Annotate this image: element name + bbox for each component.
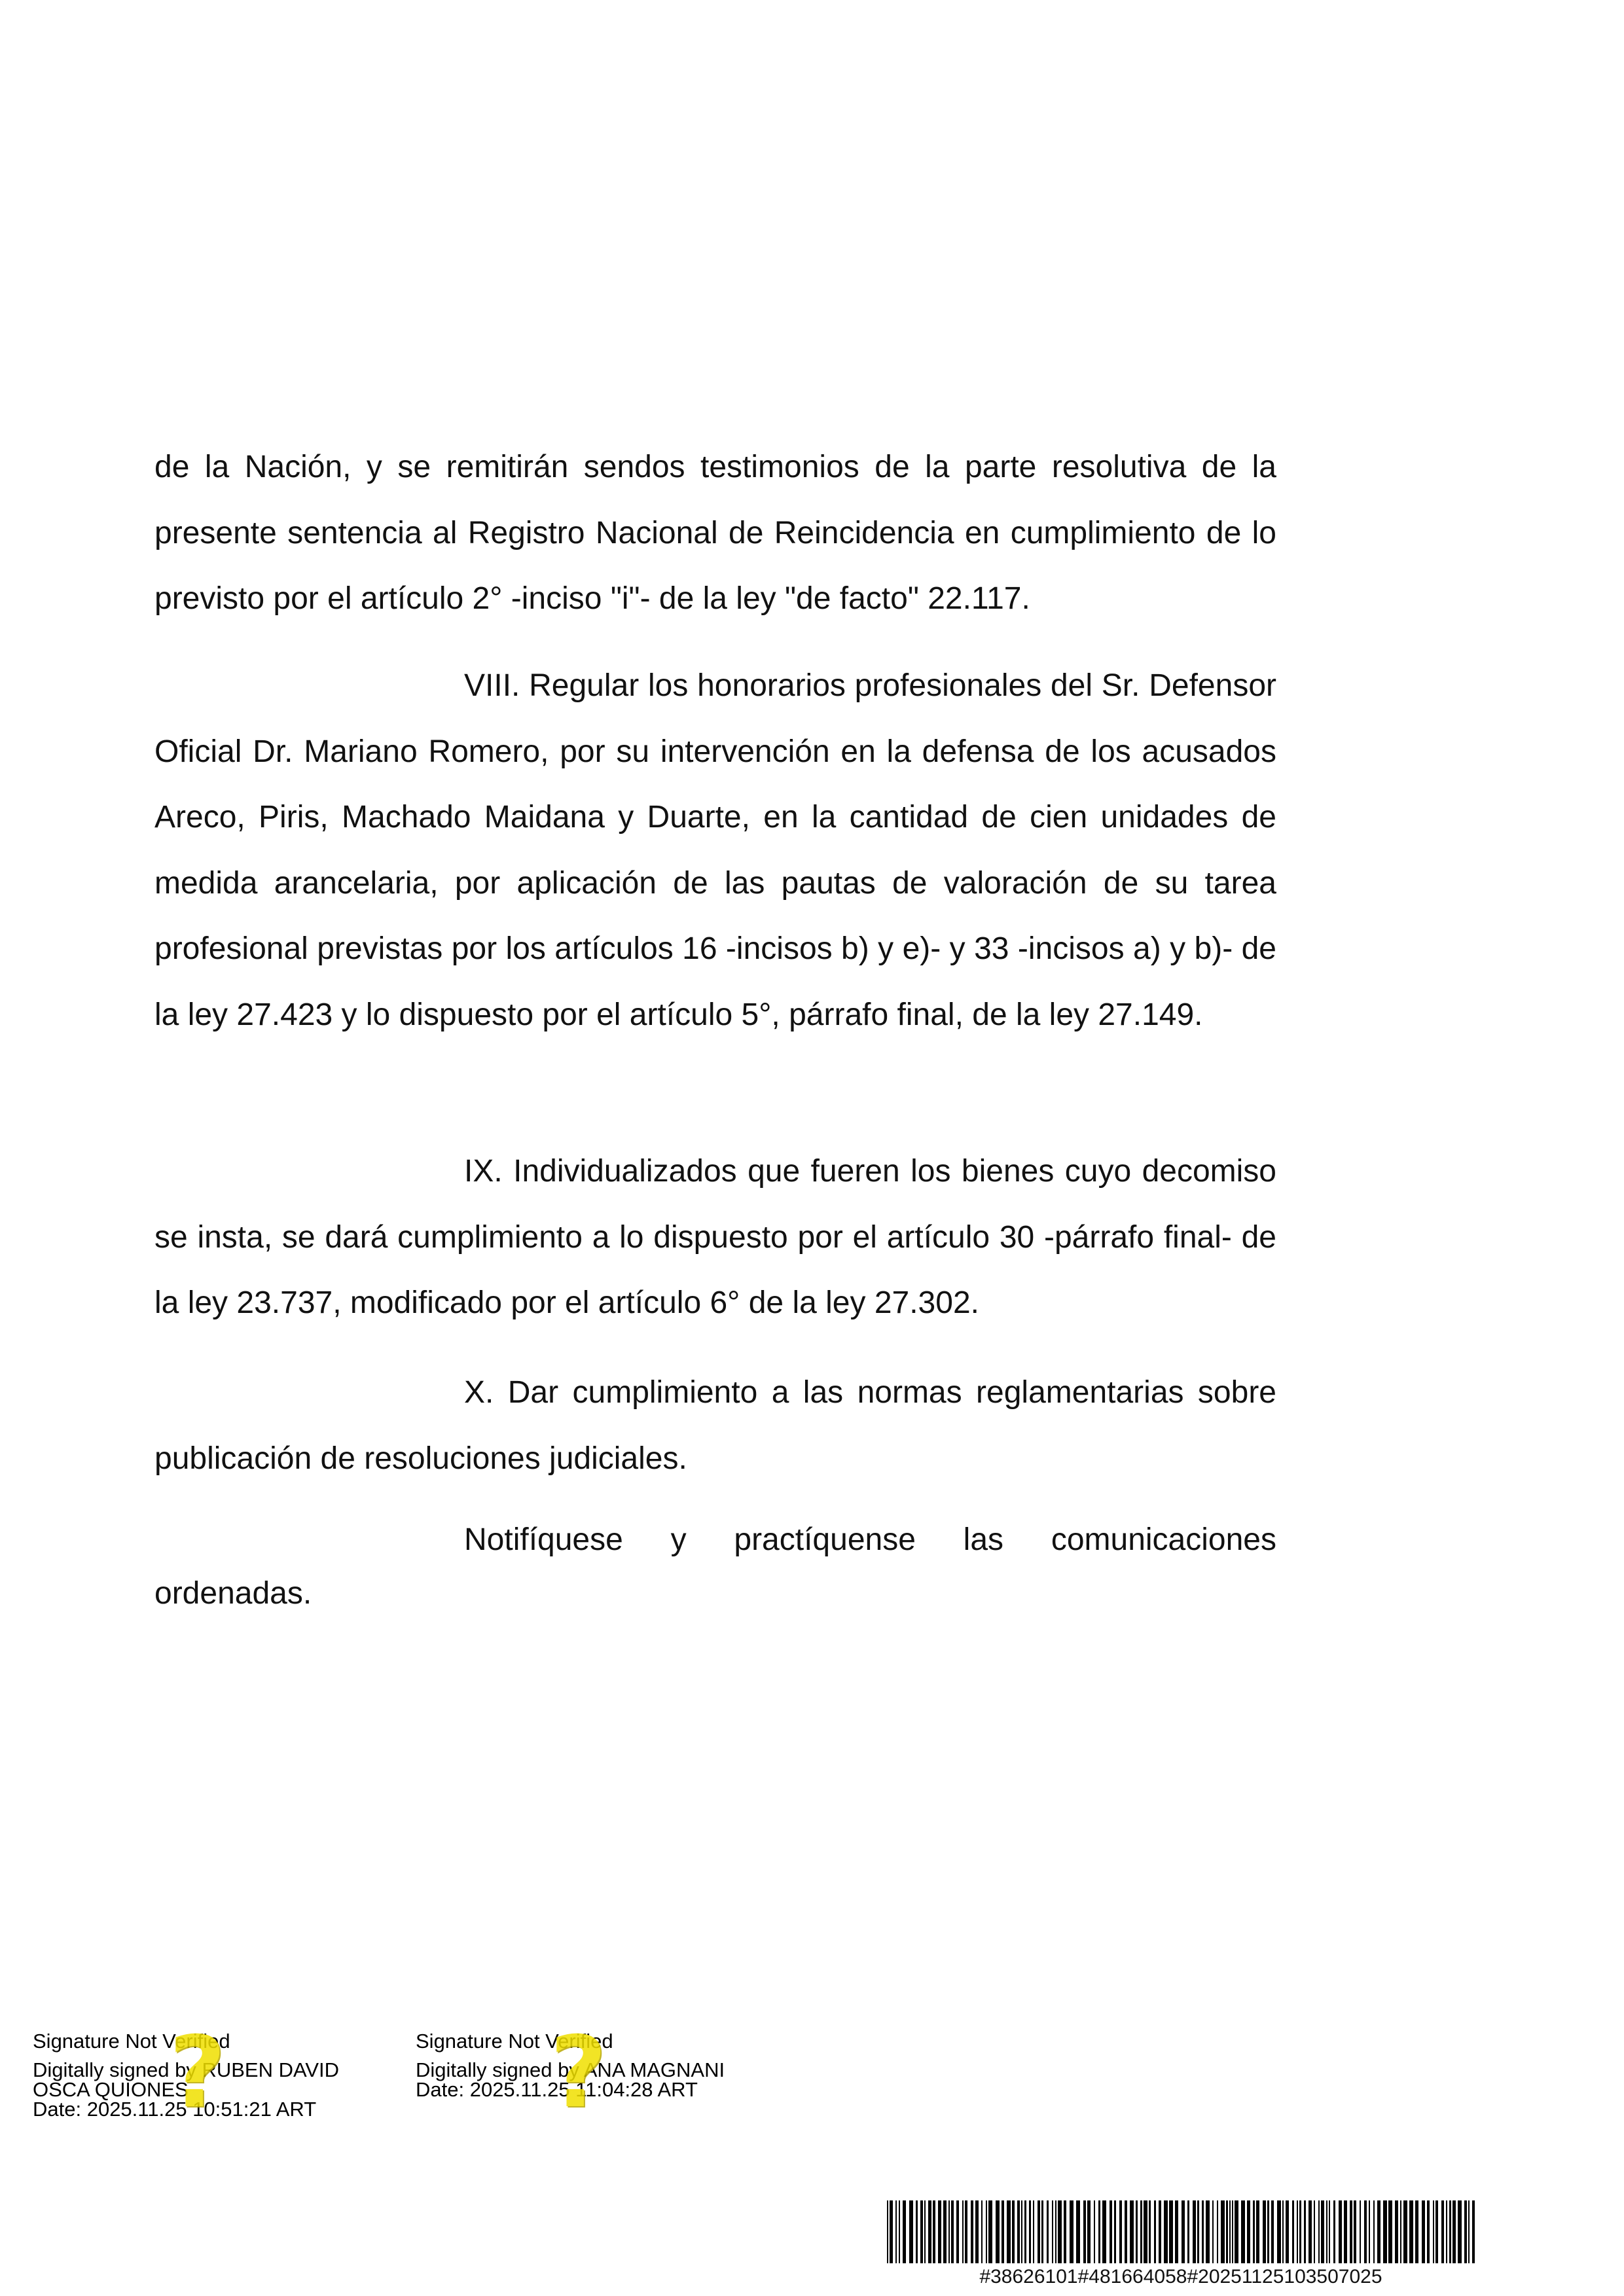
barcode-bar [1409,2200,1413,2263]
barcode-bar [1182,2200,1185,2263]
barcode-bar [1083,2200,1086,2263]
barcode-bar [1256,2200,1259,2263]
barcode-bar [1149,2200,1151,2263]
barcode-bar [971,2200,973,2263]
paragraph-continuation: de la Nación, y se remitirán sendos testimonios de la parte resolutiva de la presente sentencia al Registro Nacional de Reincidencia en cumplimiento de lo previsto por el artículo 2° -inciso "i"- de la ley "de facto" 22.117. [154,450,1276,616]
barcode-bar [1441,2200,1444,2263]
barcode-bar [1400,2200,1401,2263]
barcode-bar [1446,2200,1447,2263]
signature-signer: Digitally signed by RUBEN DAVID [33,2058,340,2081]
barcode-bar [981,2200,983,2263]
barcode-bar [1226,2200,1228,2263]
barcode-bar [1403,2200,1407,2263]
barcode-bar [887,2200,888,2263]
barcode-bar [1388,2200,1392,2263]
barcode-bar [1354,2200,1356,2263]
barcode-bar [933,2200,935,2263]
barcode-bar [1098,2200,1100,2263]
barcode-bar [1047,2200,1049,2263]
barcode-bar [965,2200,967,2263]
signature-date: Date: 2025.11.25 11:04:28 ART [416,2078,698,2101]
barcode-bar [1033,2200,1034,2263]
barcode-bar [1299,2200,1301,2263]
barcode-bar [1263,2200,1266,2263]
barcode-bar [1360,2200,1361,2263]
barcode-bar [1395,2200,1398,2263]
barcode-bar [1021,2200,1022,2263]
barcode-bar [903,2200,906,2263]
barcode-bar [1318,2200,1320,2263]
signature-status: Signature Not Verified [416,2030,613,2053]
barcode-bar [1449,2200,1451,2263]
barcode-bar [1304,2200,1306,2263]
barcode-bar [1119,2200,1122,2263]
barcode-bar [1087,2200,1091,2263]
barcode-bar [1339,2200,1342,2263]
barcode-bar [1369,2200,1370,2263]
barcode-bar [1472,2200,1475,2263]
barcode-bar [1271,2200,1274,2263]
barcode-bar [1247,2200,1250,2263]
barcode-bar [943,2200,947,2263]
barcode-bar [1221,2200,1225,2263]
barcode-bar [1415,2200,1418,2263]
barcode-bar [1217,2200,1218,2263]
paragraph-ix-confiscation: IX. Individualizados que fueren los bienes cuyo decomiso se insta, se dará cumplimiento a lo dispuesto por el artículo 30 -párrafo final- de la ley 23.737, modificado por el artículo 6° de la ley 27.302. [154,1154,1276,1320]
barcode-bar [988,2200,992,2263]
barcode-bar [1435,2200,1438,2263]
barcode-bar [1052,2200,1053,2263]
barcode-bar [1017,2200,1020,2263]
barcode-bar [1344,2200,1347,2263]
barcode-bar [909,2200,913,2263]
barcode-bar [1193,2200,1196,2263]
barcode-bar [1007,2200,1011,2263]
barcode-image [887,2200,1475,2263]
barcode-bar [1373,2200,1375,2263]
barcode-bar [951,2200,954,2263]
paragraph-viii-fees: VIII. Regular los honorarios profesionales del Sr. Defensor Oficial Dr. Mariano Romero, por su intervención en la defensa de los acusados Areco, Piris, Machado Maidana y Duarte, en la cantidad de cien unidades de medida arancelaria, por aplicación de las pautas de valoración de su tarea profesional previstas por los artículos 16 -incisos b) y e)- y 33 -incisos a) y b)- de la ley 27.423 y lo dispuesto por el artículo 5°, párrafo final, de la ley 27.149. [154,668,1276,1032]
barcode-bar [1029,2200,1031,2263]
barcode-bar [1058,2200,1062,2263]
barcode-text: #38626101#481664058#20251125103507025 [979,2266,1382,2287]
barcode-bar [1055,2200,1056,2263]
barcode-bar [1041,2200,1043,2263]
barcode-bar [1159,2200,1161,2263]
barcode-bar [1422,2200,1425,2263]
barcode-bar [1282,2200,1284,2263]
barcode-bar [895,2200,897,2263]
barcode-bar [1114,2200,1116,2263]
barcode-bar [1140,2200,1142,2263]
barcode-bar [1377,2200,1380,2263]
barcode-bar [1253,2200,1255,2263]
barcode-bar [1383,2200,1387,2263]
barcode-bar [1329,2200,1330,2263]
barcode-bar [1076,2200,1080,2263]
paragraph-notification: Notifíquese y practíquense las comunicaciones ordenadas. [154,1522,1276,1611]
barcode-bar [1267,2200,1269,2263]
barcode-bar [920,2200,923,2263]
barcode-bar [1175,2200,1178,2263]
barcode-bar [1202,2200,1204,2263]
barcode-bar [1333,2200,1335,2263]
barcode-bar [956,2200,959,2263]
barcode-bar [986,2200,987,2263]
barcode-bar [1427,2200,1430,2263]
barcode-bar [962,2200,964,2263]
barcode-bar [948,2200,950,2263]
signature-status: Signature Not Verified [33,2030,230,2053]
barcode-bar [1326,2200,1327,2263]
barcode-bar [1235,2200,1238,2263]
barcode-bar [975,2200,979,2263]
signature-date: Date: 2025.11.25 10:51:21 ART [33,2098,317,2121]
signature-signer-cont: OSCA QUIONES [33,2078,189,2101]
barcode-bar [1070,2200,1074,2263]
barcode-bar [996,2200,1000,2263]
barcode-bar [1286,2200,1289,2263]
barcode-bar [899,2200,900,2263]
barcode-bar [1094,2200,1095,2263]
barcode-bar [1292,2200,1294,2263]
barcode-bar [1314,2200,1315,2263]
barcode-bar [1164,2200,1168,2263]
barcode-bar [1232,2200,1233,2263]
barcode-bar [1024,2200,1026,2263]
barcode-bar [1102,2200,1106,2263]
barcode-bar [924,2200,926,2263]
barcode-bar [1212,2200,1214,2263]
barcode-bar [1144,2200,1147,2263]
barcode-bar [1110,2200,1112,2263]
barcode-bar [1364,2200,1367,2263]
barcode-bar [1012,2200,1015,2263]
barcode-bar [1064,2200,1066,2263]
barcode-bar [1169,2200,1173,2263]
question-mark-icon: ? [169,2016,226,2130]
barcode-bar [1136,2200,1138,2263]
barcode-bar [890,2200,893,2263]
barcode-bar [1458,2200,1462,2263]
barcode-bar [1187,2200,1189,2263]
signature-signer: Digitally signed by ANA MAGNANI [416,2058,725,2081]
question-mark-icon: ? [550,2016,607,2130]
barcode-bar [1321,2200,1324,2263]
barcode-bar [916,2200,918,2263]
barcode-bar [1241,2200,1245,2263]
barcode-bar [1130,2200,1134,2263]
barcode-bar [1229,2200,1231,2263]
barcode-bar [1464,2200,1467,2263]
barcode-bar [1038,2200,1040,2263]
barcode-bar [1277,2200,1281,2263]
barcode-bar [1468,2200,1470,2263]
barcode-bar [928,2200,931,2263]
barcode-bar [1206,2200,1210,2263]
barcode-bar [1197,2200,1199,2263]
barcode-bar [1350,2200,1352,2263]
barcode-bar [1154,2200,1156,2263]
barcode-bar [1297,2200,1298,2263]
barcode-bar [1125,2200,1127,2263]
barcode-bar [1433,2200,1434,2263]
barcode-bar [938,2200,941,2263]
paragraph-x-publication: X. Dar cumplimiento a las normas reglamentarias sobre publicación de resoluciones judiciales. [154,1375,1276,1476]
barcode-bar [1308,2200,1312,2263]
barcode-bar [1001,2200,1004,2263]
barcode-bar [1453,2200,1456,2263]
